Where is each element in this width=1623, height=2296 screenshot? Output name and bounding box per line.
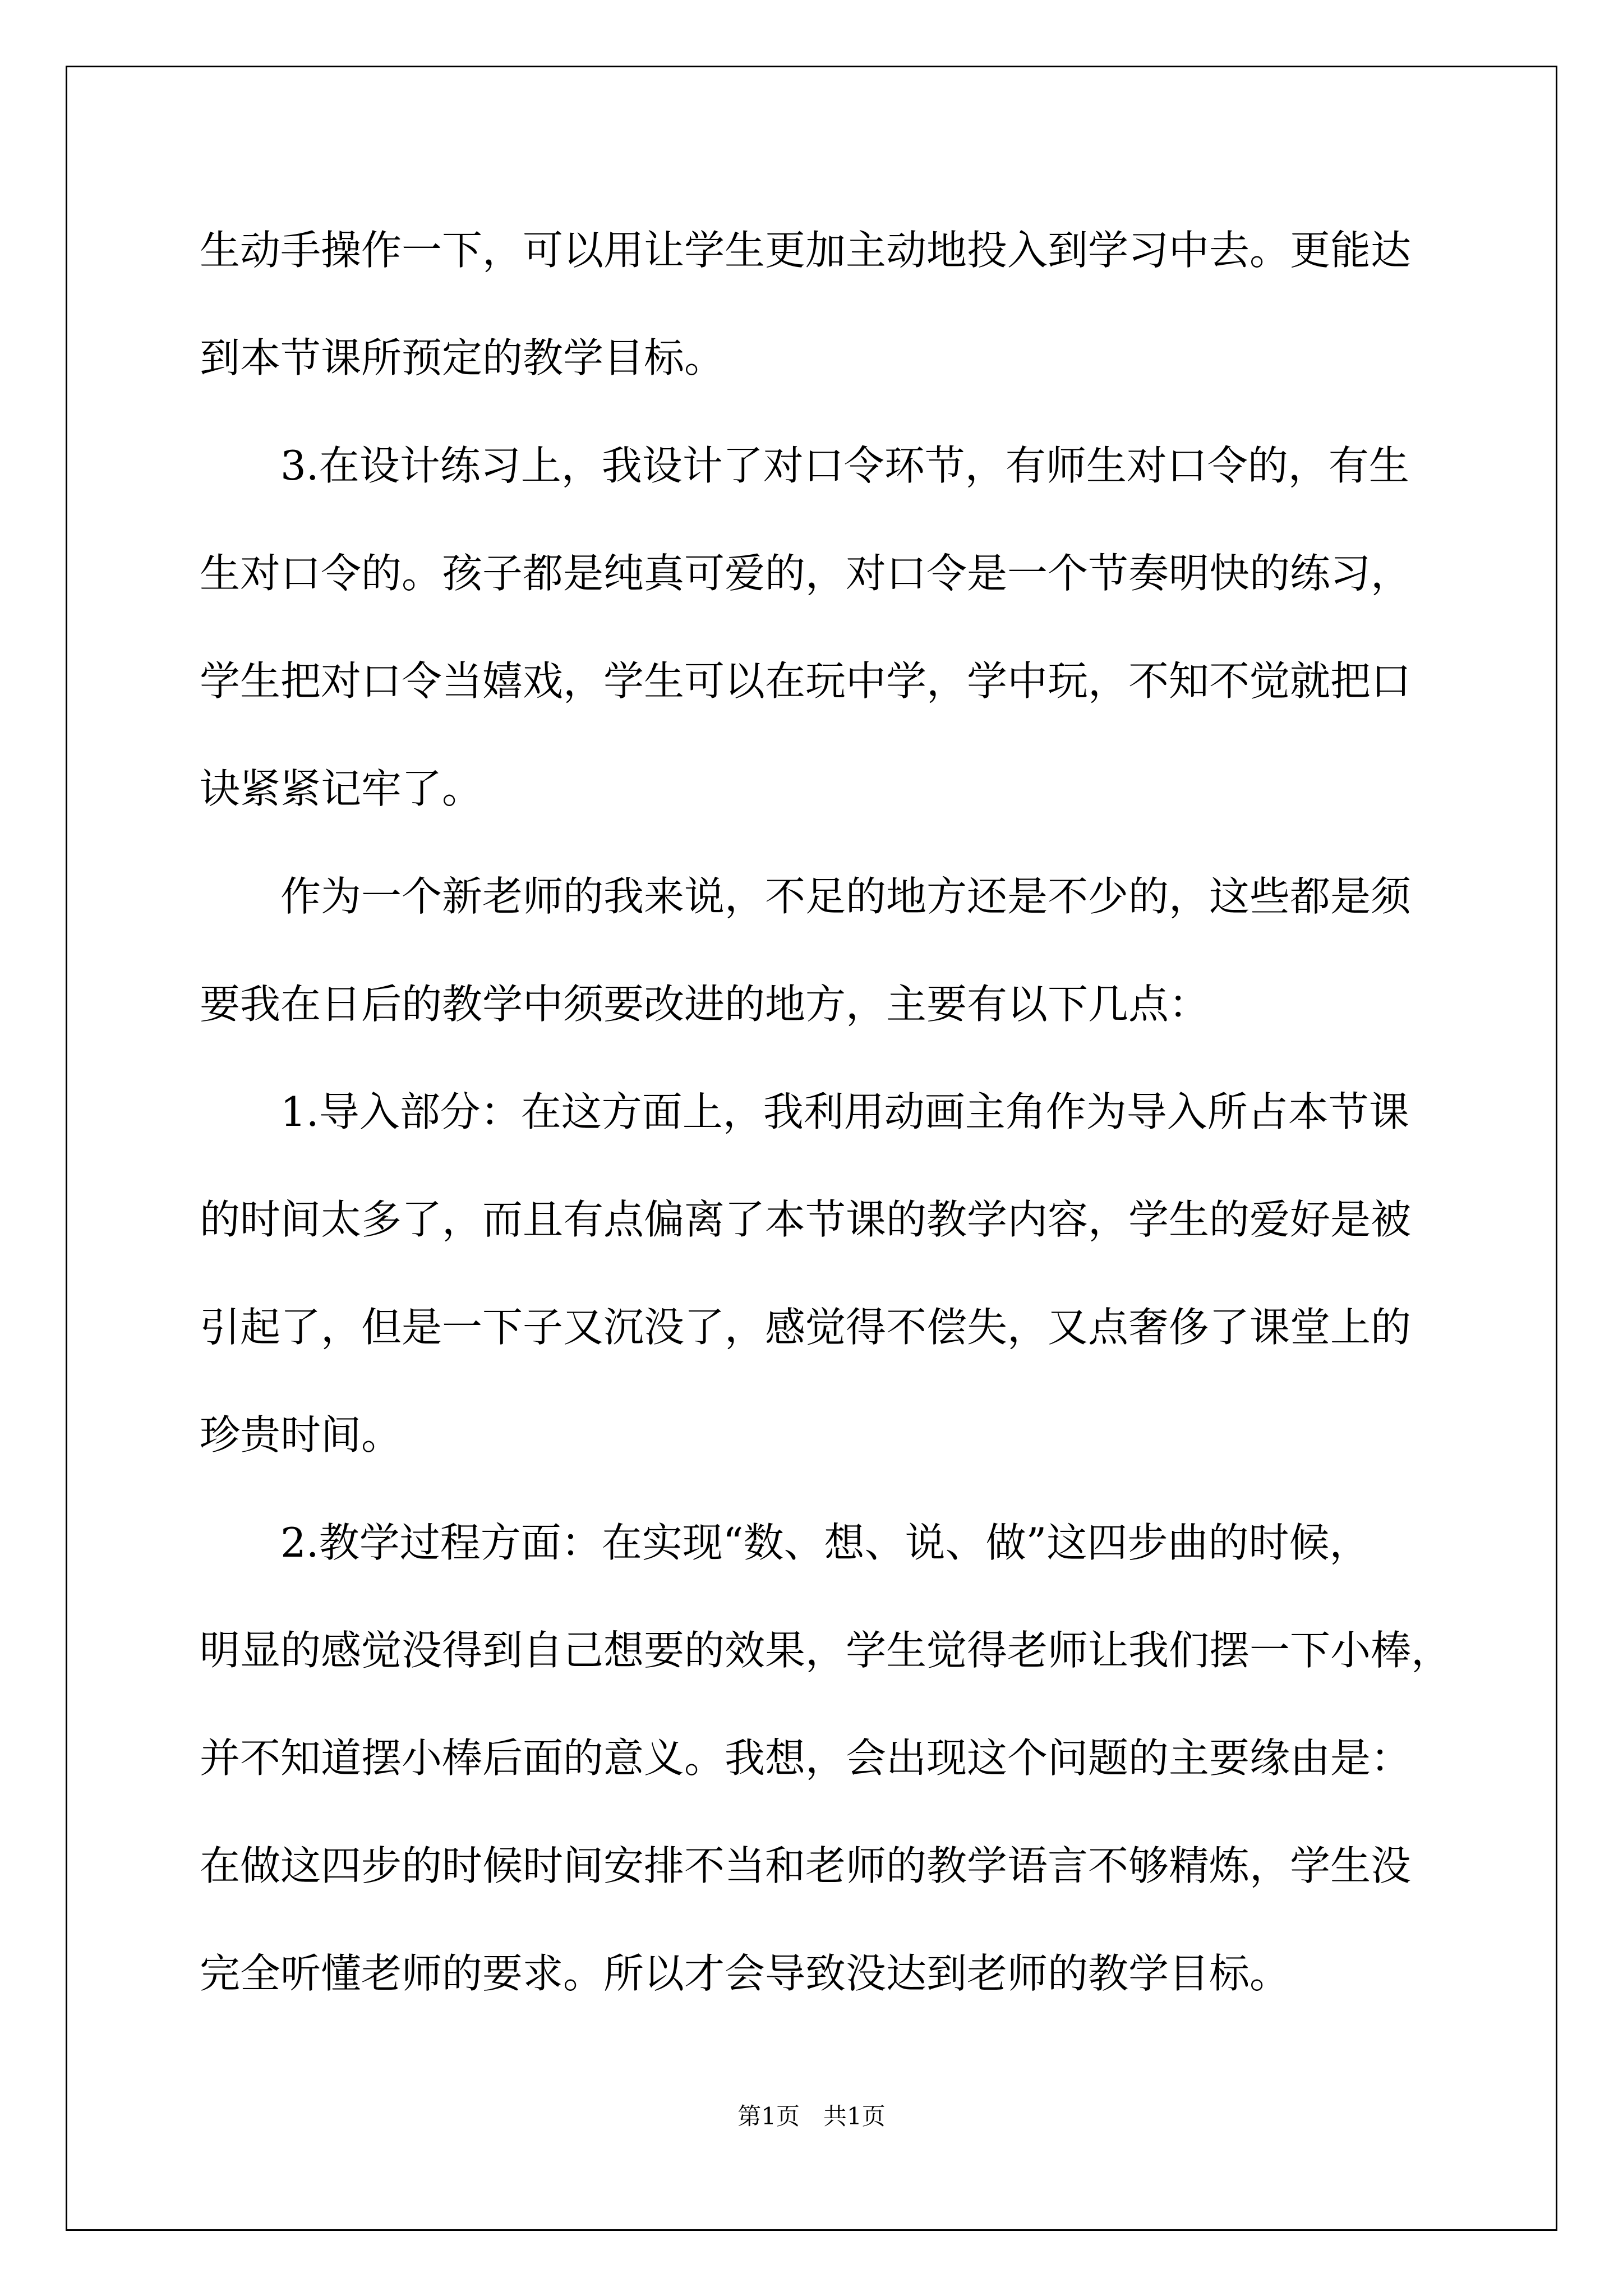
page-number-footer: 第1页 共1页 <box>737 2102 886 2130</box>
text-line: 到本节课所预定的教学目标。 <box>200 334 725 381</box>
text-line: 完全听懂老师的要求。所以才会导致没达到老师的教学目标。 <box>200 1950 1290 1997</box>
paragraph-first-line: 1.导入部分：在这方面上，我利用动画主角作为导入所占本节课 <box>280 1088 1409 1135</box>
text-line: 学生把对口令当嬉戏，学生可以在玩中学，学中玩，不知不觉就把口 <box>200 657 1412 705</box>
text-line: 引起了，但是一下子又沉没了，感觉得不偿失，又点奢侈了课堂上的 <box>200 1304 1412 1351</box>
text-line: 生动手操作一下，可以用让学生更加主动地投入到学习中去。更能达 <box>200 227 1412 274</box>
text-line: 要我在日后的教学中须要改进的地方，主要有以下几点： <box>200 981 1210 1028</box>
text-line: 并不知道摆小棒后面的意义。我想，会出现这个问题的主要缘由是： <box>200 1734 1412 1782</box>
text-line: 在做这四步的时候时间安排不当和老师的教学语言不够精炼，学生没 <box>200 1842 1412 1889</box>
paragraph-first-line: 3.在设计练习上，我设计了对口令环节，有师生对口令的，有生 <box>280 442 1409 489</box>
text-line: 诀紧紧记牢了。 <box>200 765 483 812</box>
text-line: 生对口令的。孩子都是纯真可爱的，对口令是一个节奏明快的练习， <box>200 550 1412 597</box>
paragraph-first-line: 作为一个新老师的我来说，不足的地方还是不少的，这些都是须 <box>280 873 1412 920</box>
page-border <box>66 66 1557 2231</box>
text-line: 珍贵时间。 <box>200 1411 402 1458</box>
text-line: 的时间太多了，而且有点偏离了本节课的教学内容，学生的爱好是被 <box>200 1196 1412 1243</box>
text-line: 明显的感觉没得到自己想要的效果，学生觉得老师让我们摆一下小棒， <box>200 1627 1452 1674</box>
paragraph-first-line: 2.教学过程方面：在实现“数、想、说、做”这四步曲的时候， <box>280 1519 1370 1566</box>
